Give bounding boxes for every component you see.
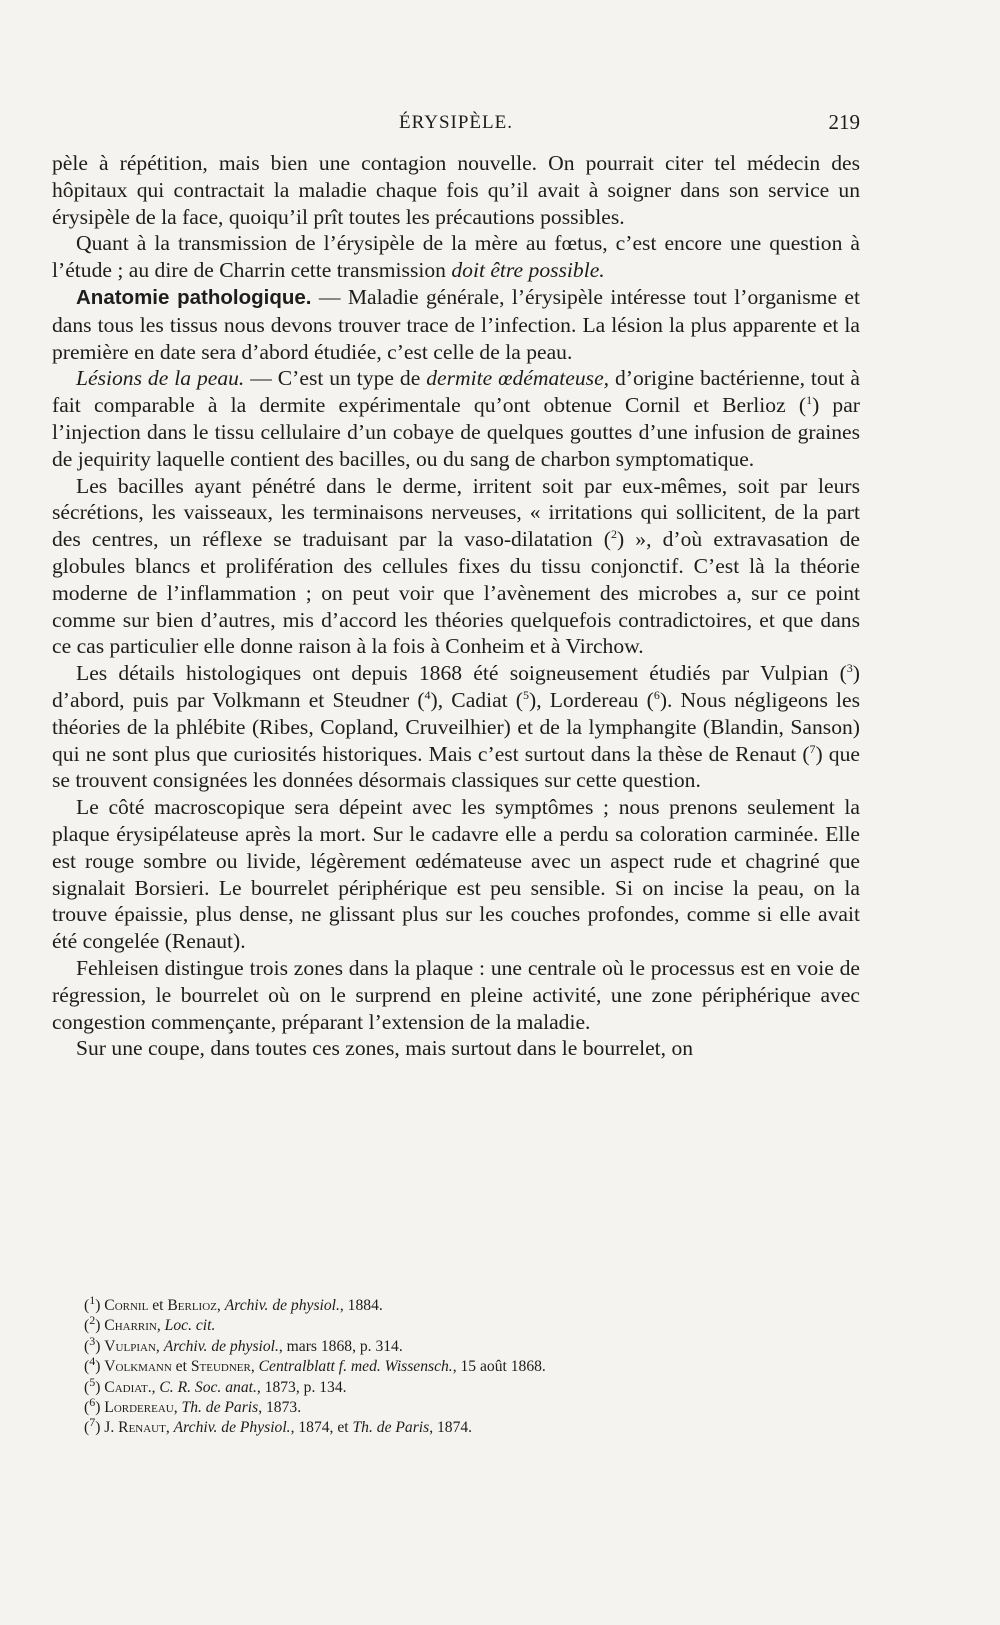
italic-phrase: doit être possible. (451, 258, 605, 283)
paragraph-coupe: Sur une coupe, dans toutes ces zones, mais surtout dans le bourrelet, on (76, 1036, 694, 1061)
section-heading: Anatomie pathologique. (76, 285, 312, 309)
page-number: 219 (828, 110, 860, 134)
body-text (52, 150, 860, 1062)
footnote: ($^5$) Cadiat., C. R. Soc. anat., 1873, p. 134. (84, 1374, 347, 1396)
footnote: ($^2$) Charrin, Loc. cit. (84, 1313, 216, 1335)
running-title: ÉRYSIPÈLE. (399, 112, 513, 133)
footnote-ref: 1 (806, 392, 813, 407)
footnote: ($^1$) Cornil et Berlioz, Archiv. de physiol., 1884. (84, 1292, 383, 1314)
paragraph-fehleisen: Fehleisen distingue trois zones dans la plaque : une centrale où le processus est en voie de régression, le bourrelet où on le surprend en pleine activité, une zone périphérique avec congestion commençante, préparant l’extension de la maladie. (52, 955, 860, 1034)
paragraph-histologie: Les détails histologiques ont depuis 1868 été soigneusement étudiés par Vulpian ($^3$) d’abord, puis par Volkmann et Steudner ($^4$), Cadiat ($^5$), Lordereau ($^6$). Nous négligeons les théories de la phlébite (Ribes, Copland, Cruveilhier) et de la lymphangite (Blandin, Sanson) qui ne sont plus que curiosités historiques. Mais c’est surtout dans la thèse de Renaut ($^7$) que se trouvent consignées les données désormais classiques sur cette question. (52, 660, 860, 793)
footnote: ($^7$) J. Renaut, Archiv. de Physiol., 1874, et Th. de Paris, 1874. (84, 1415, 473, 1437)
footnotes (84, 1292, 844, 1439)
footnote-ref: 5 (523, 687, 529, 702)
running-head (52, 112, 860, 140)
paragraph-continuation: pèle à répétition, mais bien une contagion nouvelle. On pourrait citer tel médecin des hôpitaux qui contractait la maladie chaque fois qu’il avait à soigner dans son service un érysipèle de la face, quoiqu’il prît toutes les précautions possibles. (52, 151, 860, 229)
subsection-heading: Lésions de la peau. (76, 366, 245, 391)
paragraph-transmission: Quant à la transmission de l’érysipèle de la mère au fœtus, c’est encore une question à l’étude ; au dire de Charrin cette transmission doit être possible. (52, 231, 860, 283)
paragraph-bacilles: Les bacilles ayant pénétré dans le derme, irritent soit par eux-mêmes, soit par leurs sécrétions, les vaisseaux, les terminaisons nerveuses, « irritations qui sollicitent, de la part des centres, un réflexe se traduisant par la vaso-dilatation ($^2$) », d’où extravasation de globules blancs et prolifération des cellules fixes du tissu conjonctif. C’est là la théorie moderne de l’inflammation ; on peut voir que l’avènement des microbes a, sur ce point comme sur bien d’autres, mis d’accord les théories quelquefois contradictoires, et que dans ce cas particulier elle donne raison à la fois à Conheim et à Virchow. (52, 473, 860, 659)
footnote-ref: 2 (610, 526, 617, 541)
italic-term: dermite œdémateuse, (426, 366, 610, 391)
paragraph-anatomie: Anatomie pathologique. — Maladie générale, l’érysipèle intéresse tout l’organisme et dans tous les tissus nous devons trouver trace de l’infection. La lésion la plus apparente et la première en date sera d’abord étudiée, c’est celle de la peau. (52, 284, 861, 364)
paragraph-macroscopique: Le côté macroscopique sera dépeint avec les symptômes ; nous prenons seulement la plaque érysipélateuse après la mort. Sur le cadavre elle a perdu sa coloration carminée. Elle est rouge sombre ou livide, légèrement œdémateuse avec un aspect rude et chagriné que signalait Borsieri. Le bourrelet périphérique est peu sensible. Si on incise la peau, on la trouve épaissie, plus dense, ne glissant plus sur les couches profondes, comme si elle avait été congelée (Renaut). (52, 795, 860, 954)
footnote: ($^6$) Lordereau, Th. de Paris, 1873. (84, 1394, 302, 1417)
footnote-ref: 3 (846, 660, 853, 675)
footnote-ref: 6 (653, 687, 660, 702)
footnote-ref: 7 (809, 741, 816, 756)
paragraph-lesions-peau: Lésions de la peau. — C’est un type de dermite œdémateuse, d’origine bactérienne, tout à fait comparable à la dermite expérimentale qu’ont obtenue Cornil et Berlioz ($^1$) par l’injection dans le tissu cellulaire d’un cobaye de quelques gouttes d’une infusion de graines de jequirity laquelle contient des bacilles, ou du sang de charbon symptomatique. (52, 366, 860, 471)
footnote: ($^3$) Vulpian, Archiv. de physiol., mars 1868, p. 314. (84, 1333, 403, 1355)
footnote-ref: 4 (424, 687, 431, 702)
footnote: ($^4$) Volkmann et Steudner, Centralblatt f. med. Wissensch., 15 août 1868. (84, 1354, 546, 1376)
